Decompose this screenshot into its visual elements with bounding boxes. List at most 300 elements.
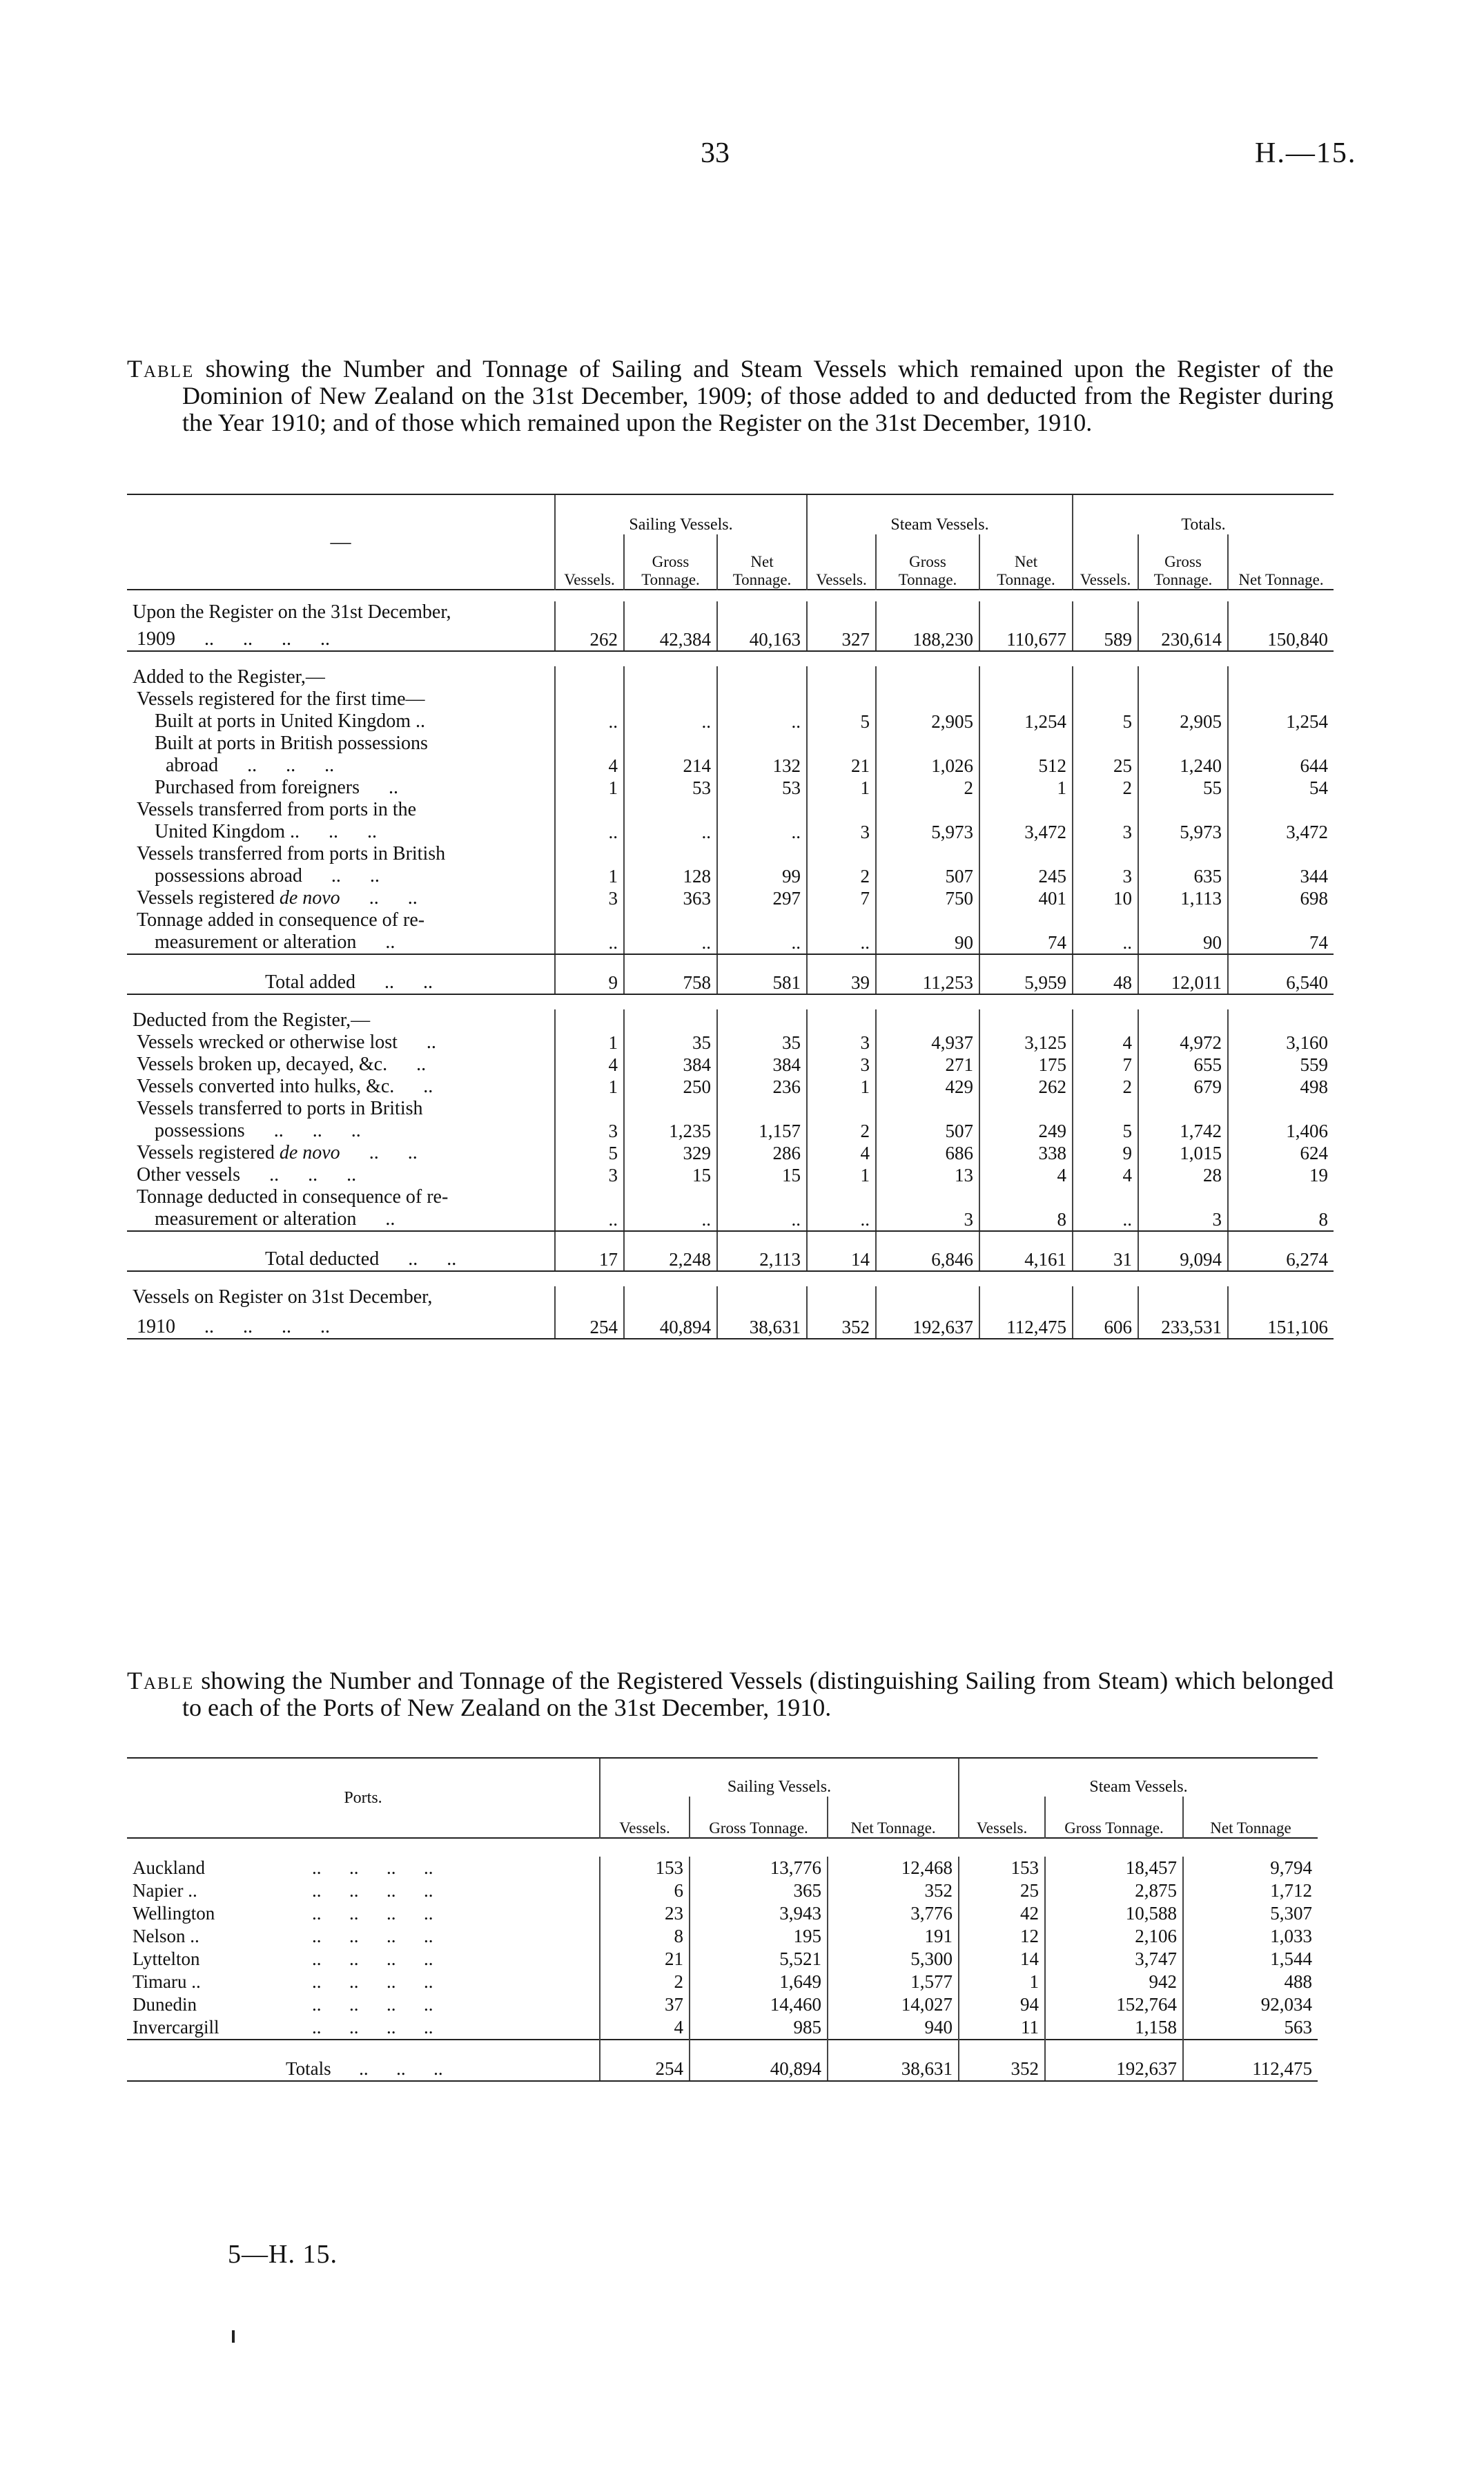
cell: 90 [876,931,979,954]
cell: 2 [876,777,979,799]
table1-group-totals: Totals. [1073,494,1334,534]
cell: 233,531 [1138,1308,1228,1339]
cell: 4 [555,755,624,777]
row-label: Vessels converted into hulks, &c. .. [137,1076,433,1097]
cell: 12,011 [1138,954,1228,994]
cell: 5,300 [828,1948,959,1971]
cell: 7 [807,887,876,909]
cell: 363 [624,887,717,909]
cell: 3 [555,887,624,909]
row-label: Vessels transferred from ports in the [137,799,417,820]
port-cell [127,1925,600,1948]
cell: 5,307 [1183,1902,1318,1925]
cell: 686 [876,1142,979,1164]
cell: 9,794 [1183,1857,1318,1879]
cell: 1,240 [1138,755,1228,777]
cell: 1,157 [717,1120,807,1142]
cell: 297 [717,887,807,909]
cell: 192,637 [1045,2040,1183,2081]
row-label [127,887,555,909]
table-row [127,2016,1318,2040]
cell: .. [717,710,807,733]
port-name: Auckland [133,1857,205,1878]
cell: 4 [555,1054,624,1076]
cell: 188,230 [876,623,979,651]
row-label-italic: de novo [279,887,340,909]
table-row [127,1971,1318,1993]
cell: 286 [717,1142,807,1164]
leader-dots: .. .. .. .. [312,1994,433,2015]
table1-col-gross: Gross Tonnage. [624,534,717,590]
table2-col-vessels: Vessels. [600,1797,690,1838]
port-cell [127,1971,600,1993]
table1-col-net: Net Tonnage. [717,534,807,590]
cell: 28 [1138,1164,1228,1186]
cell: 942 [1045,1971,1183,1993]
table1-stub-dash: — [127,494,555,590]
row-label: Built at ports in British possessions [155,733,428,754]
cell: 1,544 [1183,1948,1318,1971]
port-name: Lyttelton [133,1948,200,1969]
cell: .. [555,821,624,843]
row-label: Tonnage deducted in consequence of re- [137,1186,449,1208]
cell: .. [624,931,717,954]
cell: .. [624,821,717,843]
cell: 23 [600,1902,690,1925]
table2-col-gross: Gross Tonnage. [690,1797,828,1838]
cell: 92,034 [1183,1993,1318,2016]
cell: 3,125 [979,1032,1073,1054]
cell: 94 [959,1993,1045,2016]
cell: 2,905 [1138,710,1228,733]
cell: 352 [828,1879,959,1902]
row-label: Vessels registered for the first time— [137,688,425,710]
cell: 2,106 [1045,1925,1183,1948]
ports-table [127,1757,1318,2082]
cell: 3 [807,821,876,843]
cell: 10 [1073,887,1138,909]
cell: 236 [717,1076,807,1098]
row-label: Vessels wrecked or otherwise lost .. [137,1032,436,1053]
cell: 249 [979,1120,1073,1142]
cell: 271 [876,1054,979,1076]
cell: 54 [1228,777,1334,799]
row-label: possessions abroad .. .. [155,865,380,887]
port-cell [127,2016,600,2040]
row-label: Other vessels .. .. .. [137,1164,357,1186]
cell: 18,457 [1045,1857,1183,1879]
table1-col-vessels: Vessels. [807,534,876,590]
leader-dots: .. .. .. .. [312,1857,433,1878]
cell: 758 [624,954,717,994]
table2-caption [127,1667,1334,1721]
cell: 559 [1228,1054,1334,1076]
cell: 5 [807,710,876,733]
leader-dots: .. .. .. .. [312,1948,433,1969]
cell: 3,160 [1228,1032,1334,1054]
cell: .. [555,1208,624,1231]
cell: 254 [555,1308,624,1339]
cell: 5 [1073,710,1138,733]
table1-group-sailing: Sailing Vessels. [555,494,807,534]
cell: 1 [555,1076,624,1098]
cell: 3 [1138,1208,1228,1231]
cell: 4,161 [979,1231,1073,1271]
page-number: 33 [701,137,730,169]
cell: 40,163 [717,623,807,651]
cell: 48 [1073,954,1138,994]
cell: 1,026 [876,755,979,777]
cell: 5 [1073,1120,1138,1142]
cell: 74 [1228,931,1334,954]
cell: 507 [876,1120,979,1142]
table2-col-net: Net Tonnage. [828,1797,959,1838]
cell: 12,468 [828,1857,959,1879]
cell: 39 [807,954,876,994]
port-cell [127,1857,600,1879]
cell: 6,540 [1228,954,1334,994]
leader-dots: .. .. .. .. [312,1880,433,1901]
cell: 11 [959,2016,1045,2040]
document-reference: H.—15. [1255,137,1357,169]
cell: 37 [600,1993,690,2016]
cell: 365 [690,1879,828,1902]
cell: 4 [600,2016,690,2040]
table-row [127,1925,1318,1948]
row-label: measurement or alteration .. [127,1208,555,1231]
cell: 152,764 [1045,1993,1183,2016]
cell: 150,840 [1228,623,1334,651]
cell: 606 [1073,1308,1138,1339]
cell: 1 [979,777,1073,799]
cell: 9 [555,954,624,994]
cell: 254 [600,2040,690,2081]
cell: 128 [624,865,717,887]
cell: 8 [600,1925,690,1948]
cell: 15 [717,1164,807,1186]
leader-dots: .. .. .. .. [312,1926,433,1946]
table2-col-net: Net Tonnage [1183,1797,1318,1838]
cell: 3 [876,1208,979,1231]
cell: 352 [807,1308,876,1339]
cell: 2 [1073,777,1138,799]
cell: 327 [807,623,876,651]
cell: 3 [555,1164,624,1186]
table2-caption-lead: Table [127,1667,195,1694]
cell: 8 [1228,1208,1334,1231]
cell: 581 [717,954,807,994]
row-label: Vessels on Register on 31st December, [133,1286,433,1308]
cell: 2,875 [1045,1879,1183,1902]
cell: 512 [979,755,1073,777]
cell: 5,973 [1138,821,1228,843]
cell: 589 [1073,623,1138,651]
cell: 21 [600,1948,690,1971]
cell: 40,894 [690,2040,828,2081]
cell: 9,094 [1138,1231,1228,1271]
table1-col-vessels: Vessels. [1073,534,1138,590]
cell: 352 [959,2040,1045,2081]
cell: 192,637 [876,1308,979,1339]
cell: 698 [1228,887,1334,909]
cell: 10,588 [1045,1902,1183,1925]
cell: .. [555,931,624,954]
section-title: Deducted from the Register,— [133,1009,371,1031]
cell: 384 [624,1054,717,1076]
table1-col-gross: Gross Tonnage. [876,534,979,590]
cell: 25 [1073,755,1138,777]
cell: 35 [717,1032,807,1054]
cell: 1 [555,777,624,799]
table-row [127,1993,1318,2016]
cell: .. [717,1208,807,1231]
cell: 3 [807,1054,876,1076]
port-cell [127,1948,600,1971]
cell: 110,677 [979,623,1073,651]
cell: 384 [717,1054,807,1076]
cell: 53 [717,777,807,799]
table1-caption-lead: Table [127,355,195,383]
cell: 151,106 [1228,1308,1334,1339]
cell: .. [555,710,624,733]
cell: 1,406 [1228,1120,1334,1142]
cell: 4 [979,1164,1073,1186]
cell: 2 [807,865,876,887]
cell: 1 [959,1971,1045,1993]
cell: 2,113 [717,1231,807,1271]
cell: 11,253 [876,954,979,994]
cell: 31 [1073,1231,1138,1271]
port-name: Dunedin [133,1994,197,2015]
row-label-total-added: Total added .. .. [127,954,555,994]
row-label: Vessels transferred from ports in British [137,843,446,864]
port-name: Wellington [133,1903,215,1924]
row-label: Vessels transferred to ports in British [137,1098,423,1119]
cell: 644 [1228,755,1334,777]
cell: .. [807,931,876,954]
cell: .. [624,1208,717,1231]
cell: 5 [555,1142,624,1164]
cell: 1,712 [1183,1879,1318,1902]
row-label: Tonnage added in consequence of re- [137,909,425,931]
cell: 1 [807,1164,876,1186]
cell: 191 [828,1925,959,1948]
cell: 55 [1138,777,1228,799]
cell: 4,937 [876,1032,979,1054]
cell: 38,631 [717,1308,807,1339]
cell: 2 [807,1120,876,1142]
cell: 3,747 [1045,1948,1183,1971]
cell: 1,649 [690,1971,828,1993]
cell: 1,577 [828,1971,959,1993]
cell: 4 [1073,1032,1138,1054]
table-row [127,1948,1318,1971]
port-cell [127,1879,600,1902]
cell: 4 [1073,1164,1138,1186]
table1-col-gross: Gross Tonnage. [1138,534,1228,590]
cell: 2 [1073,1076,1138,1098]
table-row [127,1857,1318,1879]
port-cell [127,1902,600,1925]
table2-col-vessels: Vessels. [959,1797,1045,1838]
cell: 153 [600,1857,690,1879]
cell: .. [717,931,807,954]
cell: 940 [828,2016,959,2040]
cell: 2,905 [876,710,979,733]
table1-group-steam: Steam Vessels. [807,494,1073,534]
table-row [127,1879,1318,1902]
cell: 25 [959,1879,1045,1902]
cell: 14,027 [828,1993,959,2016]
cell: 6,274 [1228,1231,1334,1271]
cell: 4,972 [1138,1032,1228,1054]
table-row [127,1902,1318,1925]
cell: 112,475 [1183,2040,1318,2081]
table2-totals-label: Totals .. .. .. [127,2040,600,2081]
cell: 1,235 [624,1120,717,1142]
cell: 1,254 [1228,710,1334,733]
cell: 13 [876,1164,979,1186]
cell: 13,776 [690,1857,828,1879]
cell: 3 [1073,865,1138,887]
cell: 679 [1138,1076,1228,1098]
cell: 245 [979,865,1073,887]
cell: 9 [1073,1142,1138,1164]
cell: 3,472 [979,821,1073,843]
cell: 262 [555,623,624,651]
cell: 5,959 [979,954,1073,994]
leader-dots: .. .. .. .. [312,2017,433,2038]
cell: 498 [1228,1076,1334,1098]
table2-group-steam: Steam Vessels. [959,1758,1318,1797]
cell: 230,614 [1138,623,1228,651]
cell: 132 [717,755,807,777]
cell: 14 [959,1948,1045,1971]
port-name: Napier .. [133,1880,197,1901]
cell: 3 [807,1032,876,1054]
cell: 1,033 [1183,1925,1318,1948]
cell: .. [624,710,717,733]
port-name: Nelson .. [133,1926,199,1946]
cell: 1,158 [1045,2016,1183,2040]
port-cell [127,1993,600,2016]
leader-dots: .. .. .. .. [312,1971,433,1992]
row-label: 1909 .. .. .. .. [127,623,555,651]
cell: 5,973 [876,821,979,843]
cell: 1 [555,865,624,887]
cell: 3 [1073,821,1138,843]
cell: 14 [807,1231,876,1271]
cell: 1,742 [1138,1120,1228,1142]
cell: 3,472 [1228,821,1334,843]
cell: 8 [979,1208,1073,1231]
cell: 6,846 [876,1231,979,1271]
cell: 19 [1228,1164,1334,1186]
table2-caption-text: showing the Number and Tonnage of the Registered Vessels (distinguishing Sailing from Steam) which belonged to each of the Ports of New Zealand on the 31st December, 1910. [182,1667,1334,1721]
row-label-leaders: .. .. [340,887,418,909]
cell: 153 [959,1857,1045,1879]
table1-col-net: Net Tonnage. [1228,534,1334,590]
cell: 42 [959,1902,1045,1925]
cell: 40,894 [624,1308,717,1339]
row-label-total-deducted: Total deducted .. .. [127,1231,555,1271]
table2-ports-header: Ports. [127,1758,600,1838]
cell: 1 [807,777,876,799]
cell: 985 [690,2016,828,2040]
cell: 1,015 [1138,1142,1228,1164]
cell: 12 [959,1925,1045,1948]
row-label: possessions .. .. .. [155,1120,361,1141]
cell: 42,384 [624,623,717,651]
cell: .. [1073,1208,1138,1231]
row-label: Purchased from foreigners .. [155,777,399,798]
row-label: measurement or alteration .. [127,931,555,954]
cell: 624 [1228,1142,1334,1164]
cell: 655 [1138,1054,1228,1076]
cell: 99 [717,865,807,887]
cell: 38,631 [828,2040,959,2081]
port-name: Timaru .. [133,1971,201,1992]
cell: 214 [624,755,717,777]
cell: 6 [600,1879,690,1902]
row-label [127,1142,555,1164]
section-title: Added to the Register,— [133,666,325,688]
cell: 53 [624,777,717,799]
table1-col-vessels: Vessels. [555,534,624,590]
cell: 250 [624,1076,717,1098]
cell: 329 [624,1142,717,1164]
port-name: Invercargill [133,2017,219,2038]
cell: 429 [876,1076,979,1098]
cell: 112,475 [979,1308,1073,1339]
row-label-text: Vessels registered [137,1142,280,1163]
table2-col-gross: Gross Tonnage. [1045,1797,1183,1838]
cell: .. [807,1208,876,1231]
cell: 3,776 [828,1902,959,1925]
row-label: Upon the Register on the 31st December, [133,601,451,623]
row-label: United Kingdom .. .. .. [155,821,377,842]
cell: 1 [807,1076,876,1098]
cell: .. [717,821,807,843]
table1-caption-text: showing the Number and Tonnage of Sailing and Steam Vessels which remained upon the Register of the Dominion of New Zealand on the 31st December, 1909; of those added to and deducted from the Register during the Year 1910; and of those which remained upon the Register on the 31st December, 1910. [182,355,1334,436]
cell: 3,943 [690,1902,828,1925]
cell: 195 [690,1925,828,1948]
cell: 262 [979,1076,1073,1098]
cell: 3 [555,1120,624,1142]
footer-reference: 5—H. 15. [228,2240,338,2269]
cell: 35 [624,1032,717,1054]
cell: 1 [555,1032,624,1054]
row-label-italic: de novo [279,1142,340,1163]
cell: 750 [876,887,979,909]
table1-col-net: Net Tonnage. [979,534,1073,590]
cell: 1,254 [979,710,1073,733]
cell: 175 [979,1054,1073,1076]
cell: .. [1073,931,1138,954]
cell: 5,521 [690,1948,828,1971]
row-label: Built at ports in United Kingdom .. [155,710,425,732]
cell: 635 [1138,865,1228,887]
table2-group-sailing: Sailing Vessels. [600,1758,959,1797]
cell: 507 [876,865,979,887]
cell: 563 [1183,2016,1318,2040]
cell: 90 [1138,931,1228,954]
row-label: 1910 .. .. .. .. [127,1308,555,1339]
vessel-register-table [127,494,1334,1339]
margin-mark [232,2330,235,2343]
table1-caption [127,356,1334,436]
cell: 17 [555,1231,624,1271]
